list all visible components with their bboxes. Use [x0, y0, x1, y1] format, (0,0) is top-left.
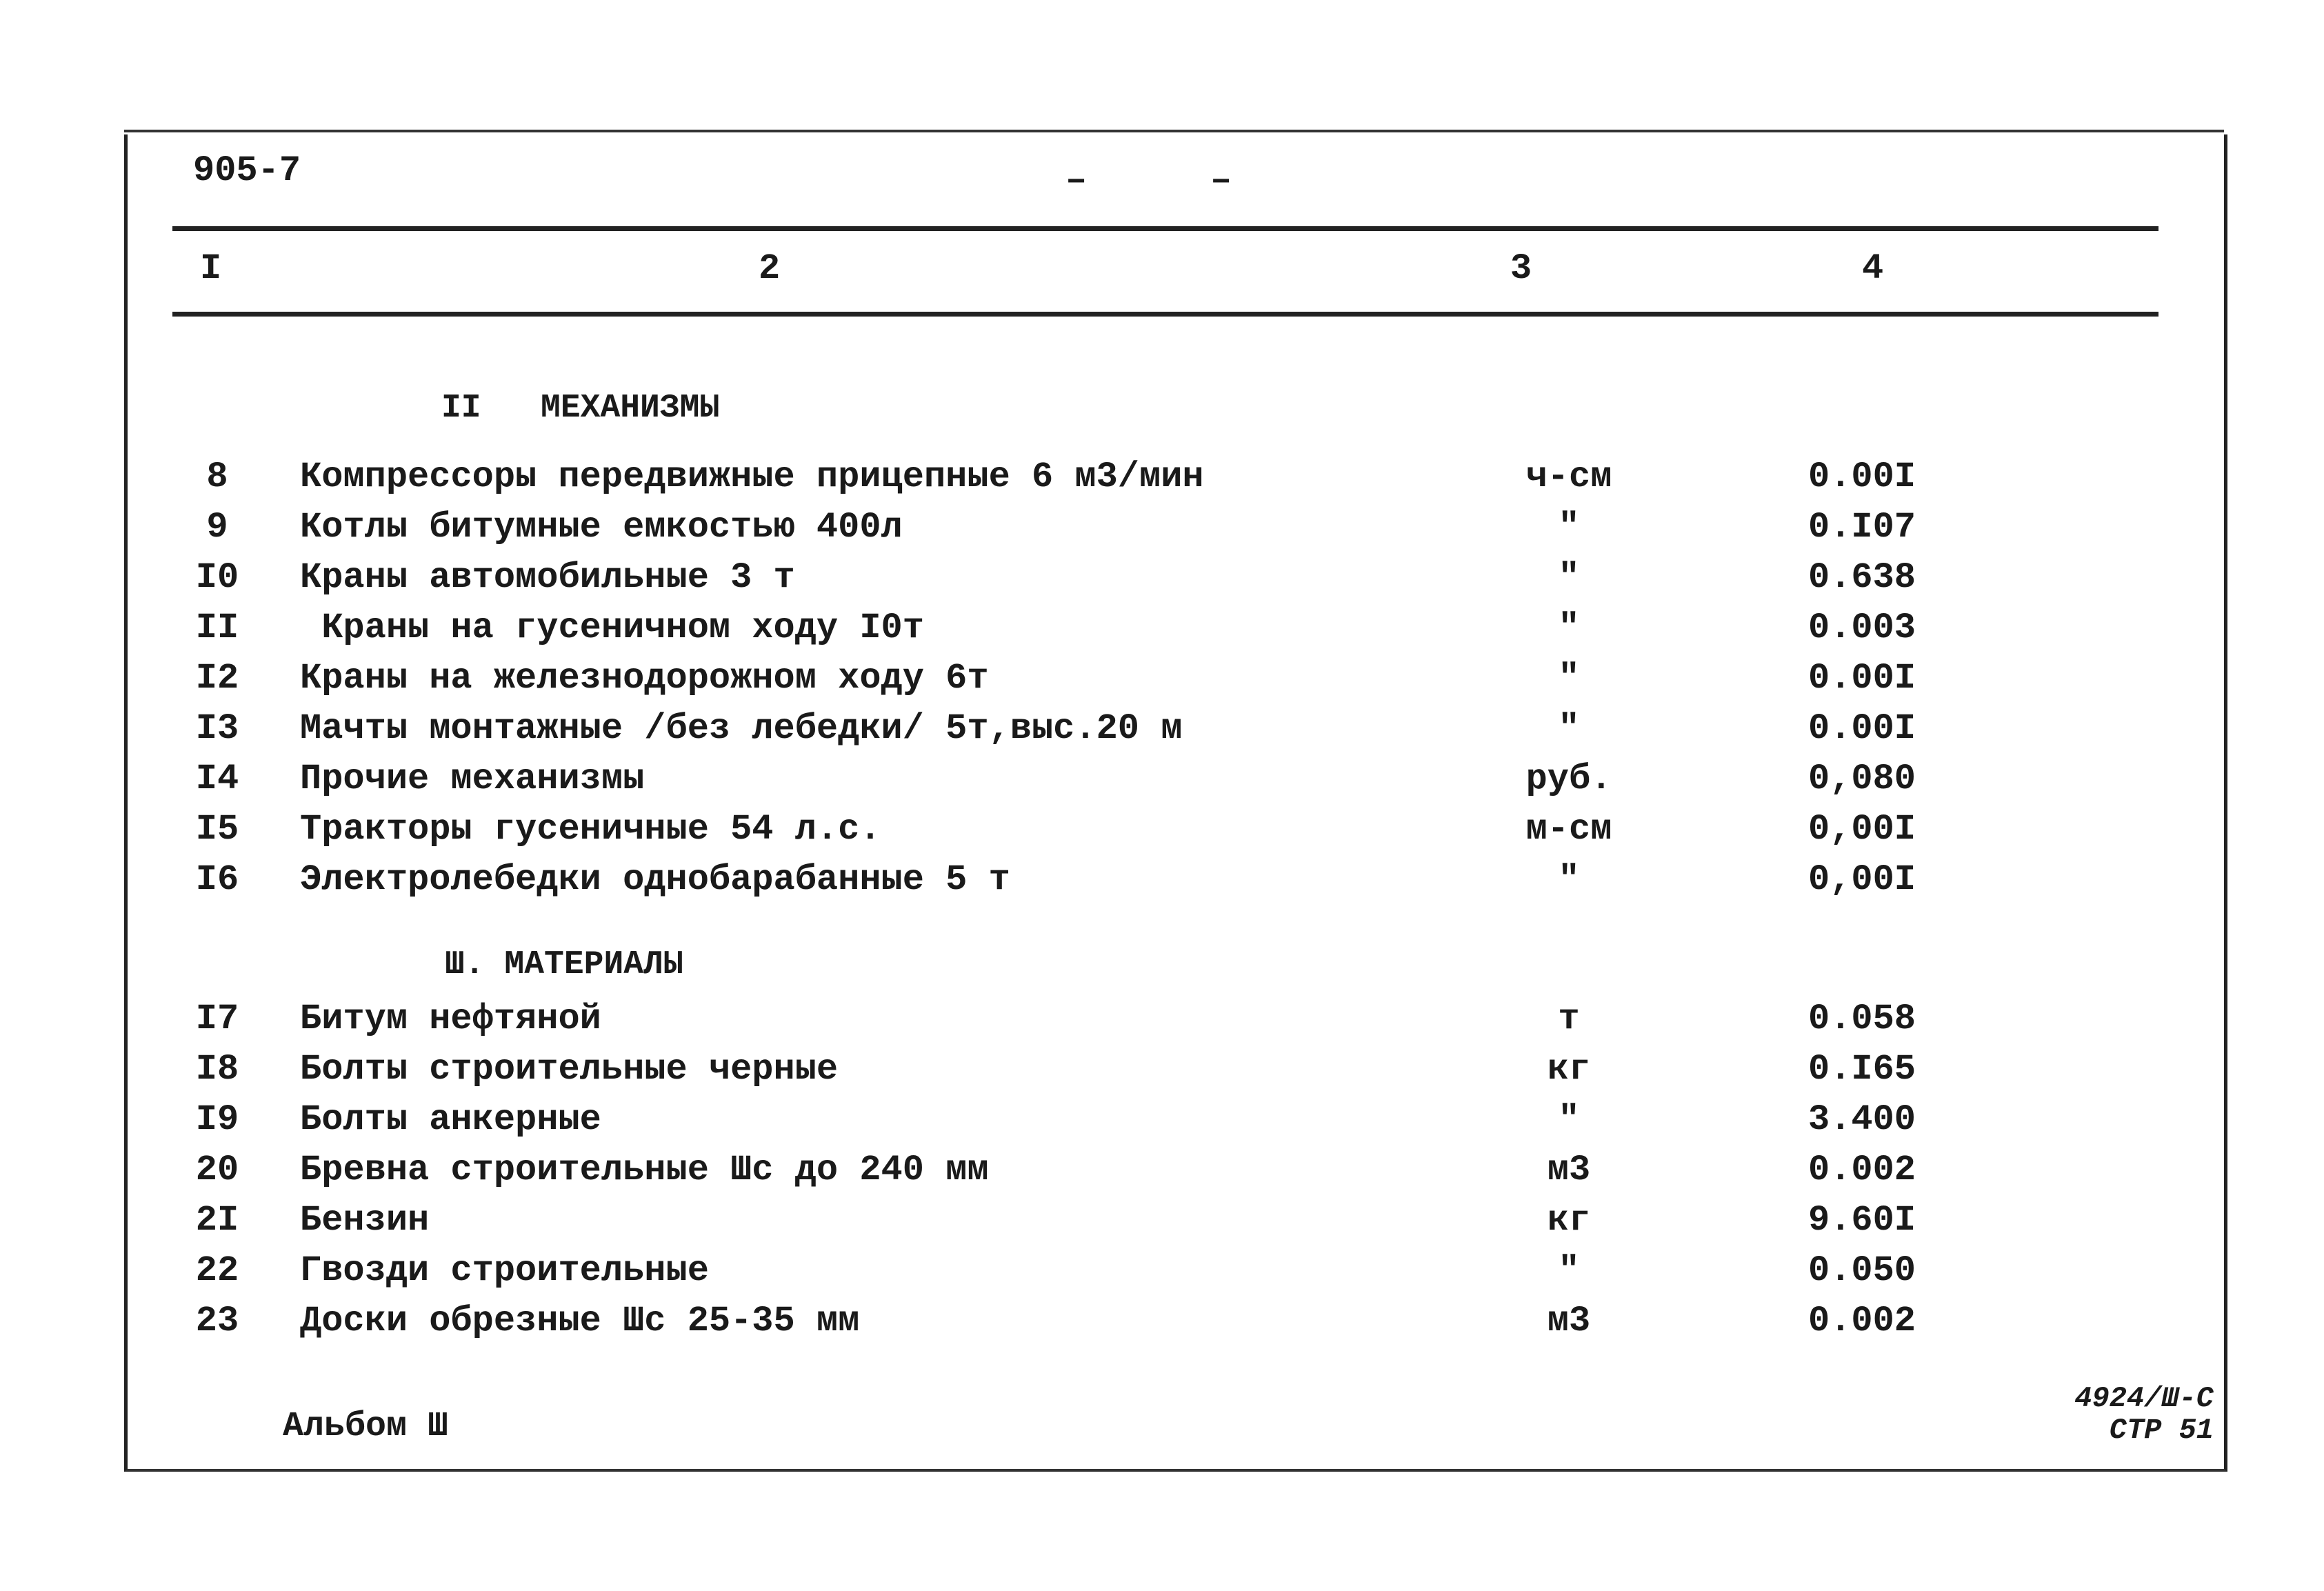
row-value: 0.003 — [1807, 608, 1916, 648]
row-unit: кг — [1547, 1200, 1591, 1241]
row-unit: м3 — [1547, 1301, 1591, 1341]
row-unit: " — [1558, 608, 1580, 648]
header-dash: – — [1065, 160, 1088, 201]
row-name: Прочие механизмы — [300, 759, 645, 799]
row-name: Бензин — [300, 1200, 430, 1241]
table-row — [0, 859, 2324, 908]
row-number: I9 — [195, 1099, 239, 1140]
row-number: I6 — [195, 859, 239, 900]
row-name: Битум нефтяной — [300, 999, 601, 1039]
row-name: Краны на гусеничном ходу I0т — [300, 608, 924, 648]
table-row — [0, 1301, 2324, 1349]
column-header-3: 3 — [1510, 248, 1532, 289]
row-value: 0,00I — [1807, 859, 1916, 900]
row-name: Болты строительные черные — [300, 1049, 839, 1090]
table-row — [0, 999, 2324, 1047]
header-rule-bottom — [172, 312, 2158, 317]
row-number: I2 — [195, 658, 239, 699]
row-value: 0.00I — [1807, 457, 1916, 497]
table-row — [0, 1049, 2324, 1097]
row-value: 3.400 — [1807, 1099, 1916, 1140]
row-value: 0.050 — [1807, 1250, 1916, 1291]
table-row — [0, 557, 2324, 606]
table-row — [0, 1099, 2324, 1148]
row-unit: " — [1558, 507, 1580, 548]
column-header-1: I — [200, 248, 222, 289]
row-number: 2I — [195, 1200, 239, 1241]
header-rule-top — [172, 226, 2158, 231]
row-unit: ч-см — [1525, 457, 1612, 497]
row-value: 0.002 — [1807, 1301, 1916, 1341]
row-name: Компрессоры передвижные прицепные 6 м3/мин — [300, 457, 1204, 497]
row-unit: т — [1558, 999, 1580, 1039]
document-code: 905-7 — [193, 150, 301, 191]
row-name: Краны на железнодорожном ходу 6т — [300, 658, 989, 699]
column-header-4: 4 — [1862, 248, 1884, 289]
row-number: I5 — [195, 809, 239, 850]
row-name: Мачты монтажные /без лебедки/ 5т,выс.20 м — [300, 708, 1183, 749]
row-unit: " — [1558, 708, 1580, 749]
row-number: II — [195, 608, 239, 648]
row-unit: " — [1558, 1250, 1580, 1291]
table-row — [0, 608, 2324, 656]
row-number: I4 — [195, 759, 239, 799]
row-value: 0.638 — [1807, 557, 1916, 598]
row-name: Гвозди строительные — [300, 1250, 709, 1291]
stamp-line-1: 4924/Ш-С — [2074, 1382, 2214, 1415]
stamp-line-2: СТР 51 — [2109, 1414, 2214, 1447]
album-label: Альбом Ш — [283, 1407, 449, 1446]
row-name: Электролебедки однобарабанные 5 т — [300, 859, 1010, 900]
row-unit: " — [1558, 1099, 1580, 1140]
row-name: Котлы битумные емкостью 400л — [300, 507, 903, 548]
row-number: 23 — [195, 1301, 239, 1341]
row-unit: кг — [1547, 1049, 1591, 1090]
table-row — [0, 809, 2324, 857]
table-row — [0, 507, 2324, 555]
table-row — [0, 457, 2324, 505]
section-title-mechanisms: II МЕХАНИЗМЫ — [441, 390, 720, 427]
row-number: 22 — [195, 1250, 239, 1291]
row-number: I8 — [195, 1049, 239, 1090]
table-row — [0, 1200, 2324, 1248]
table-row — [0, 658, 2324, 706]
row-value: 9.60I — [1807, 1200, 1916, 1241]
row-value: 0.00I — [1807, 708, 1916, 749]
table-row — [0, 1250, 2324, 1299]
row-value: 0.00I — [1807, 658, 1916, 699]
row-value: 0.002 — [1807, 1150, 1916, 1190]
row-number: 9 — [206, 507, 228, 548]
row-number: I0 — [195, 557, 239, 598]
row-number: I3 — [195, 708, 239, 749]
row-name: Тракторы гусеничные 54 л.с. — [300, 809, 881, 850]
row-value: 0.I65 — [1807, 1049, 1916, 1090]
page-stamp — [2069, 1383, 2214, 1446]
frame-top-border — [124, 130, 2224, 132]
header-dash: – — [1210, 160, 1232, 201]
row-unit: " — [1558, 557, 1580, 598]
table-row — [0, 708, 2324, 757]
row-unit: м3 — [1547, 1150, 1591, 1190]
row-value: 0,080 — [1807, 759, 1916, 799]
row-value: 0,00I — [1807, 809, 1916, 850]
row-name: Бревна строительные Шс до 240 мм — [300, 1150, 989, 1190]
row-value: 0.I07 — [1807, 507, 1916, 548]
row-number: I7 — [195, 999, 239, 1039]
table-row — [0, 1150, 2324, 1198]
column-header-2: 2 — [759, 248, 781, 289]
row-unit: " — [1558, 859, 1580, 900]
row-name: Болты анкерные — [300, 1099, 601, 1140]
row-name: Краны автомобильные 3 т — [300, 557, 795, 598]
table-row — [0, 759, 2324, 807]
row-value: 0.058 — [1807, 999, 1916, 1039]
section-title-materials: Ш. МАТЕРИАЛЫ — [445, 946, 683, 983]
row-unit: м-см — [1525, 809, 1612, 850]
row-name: Доски обрезные Шс 25-35 мм — [300, 1301, 860, 1341]
row-number: 20 — [195, 1150, 239, 1190]
row-unit: " — [1558, 658, 1580, 699]
row-unit: руб. — [1525, 759, 1612, 799]
row-number: 8 — [206, 457, 228, 497]
